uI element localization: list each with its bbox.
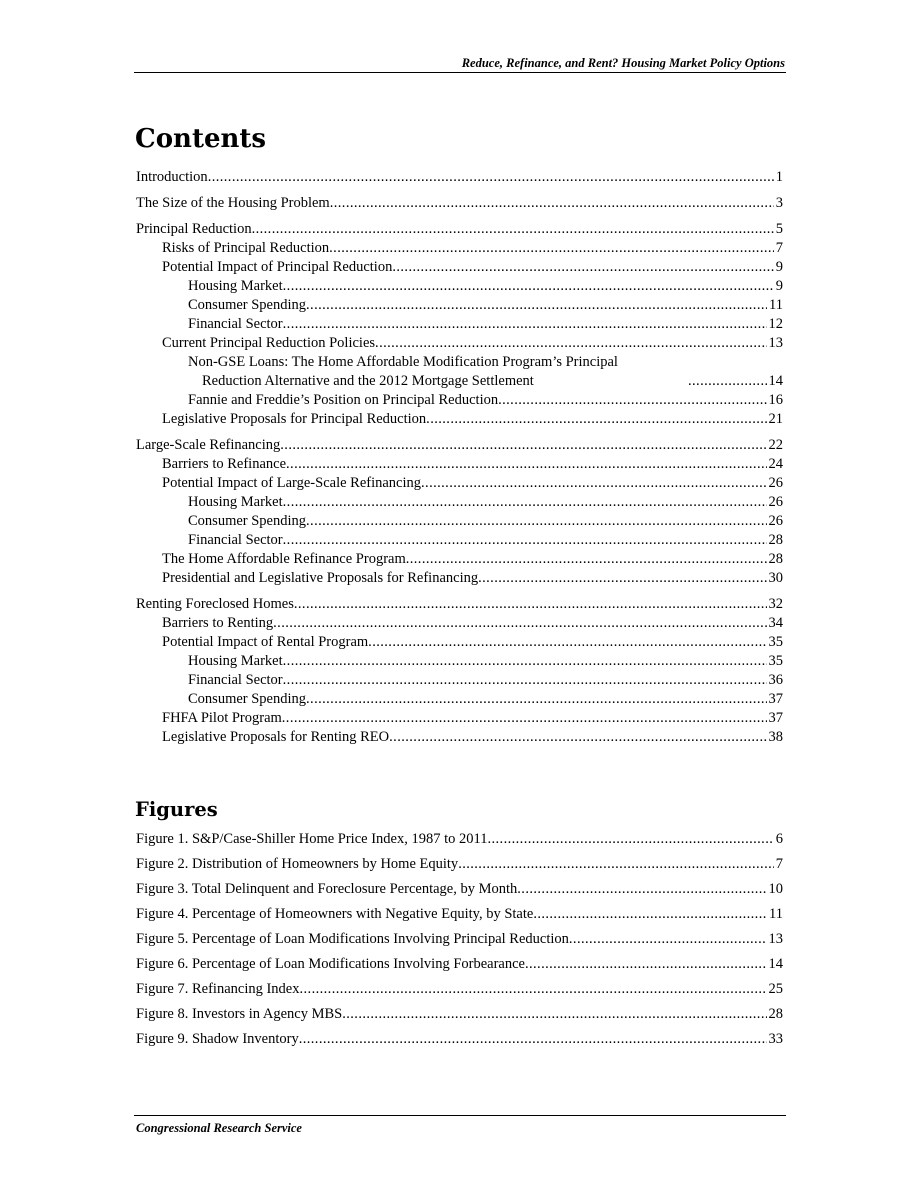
figure-entry[interactable]	[136, 855, 783, 874]
contents-entry[interactable]	[188, 277, 783, 296]
figure-entry[interactable]	[136, 830, 783, 849]
toc-entry-page-number: 21	[768, 411, 783, 427]
header-rule	[134, 72, 786, 73]
toc-entry-label: FHFA Pilot Program	[162, 710, 282, 726]
contents-entry[interactable]	[162, 633, 783, 652]
dot-leader	[478, 569, 766, 588]
toc-entry-label: Figure 7. Refinancing Index	[136, 981, 300, 997]
toc-entry-page-number: 14	[768, 956, 783, 972]
dot-leader	[286, 455, 766, 474]
toc-entry-page-number: 35	[768, 634, 783, 650]
contents-entry[interactable]	[136, 220, 783, 239]
contents-entry[interactable]	[188, 652, 783, 671]
dot-leader	[280, 436, 766, 455]
toc-entry-label: Figure 1. S&P/Case-Shiller Home Price Index, 1987 to 2011	[136, 831, 488, 847]
contents-entry[interactable]	[162, 614, 783, 633]
dot-leader	[300, 980, 767, 999]
dot-leader	[208, 168, 774, 187]
toc-entry-page-number: 37	[768, 691, 783, 707]
footer-rule	[134, 1115, 786, 1116]
dot-leader	[533, 905, 767, 924]
toc-entry-label: Fannie and Freddie’s Position on Principal Reduction	[188, 392, 499, 408]
figure-entry[interactable]	[136, 880, 783, 899]
dot-leader	[368, 633, 766, 652]
toc-entry-page-number: 35	[768, 653, 783, 669]
toc-entry-page-number: 10	[768, 881, 783, 897]
figure-entry[interactable]	[136, 980, 783, 999]
toc-entry-label: Risks of Principal Reduction	[162, 240, 330, 256]
toc-entry-label: Financial Sector	[188, 316, 283, 332]
toc-entry-label: Large-Scale Refinancing	[136, 437, 281, 453]
toc-entry-label: Potential Impact of Rental Program	[162, 634, 369, 650]
dot-leader	[426, 410, 766, 429]
toc-entry-label	[188, 353, 688, 391]
toc-entry-page-number: 9	[775, 259, 783, 275]
toc-entry-label: Barriers to Refinance	[162, 456, 287, 472]
contents-entry[interactable]	[188, 493, 783, 512]
dot-leader	[406, 550, 767, 569]
toc-entry-page-number: 7	[775, 240, 783, 256]
toc-entry-page-number: 38	[768, 729, 783, 745]
toc-entry-page-number: 26	[768, 475, 783, 491]
toc-entry-label: Figure 5. Percentage of Loan Modifications Involving Principal Reduction	[136, 931, 569, 947]
figure-entry[interactable]	[136, 1030, 783, 1049]
contents-heading: Contents	[135, 124, 267, 154]
dot-leader	[252, 220, 774, 239]
contents-entry[interactable]	[188, 531, 783, 550]
contents-entry[interactable]	[162, 550, 783, 569]
dot-leader	[294, 595, 767, 614]
toc-entry-label: Consumer Spending	[188, 691, 307, 707]
toc-entry-label: Barriers to Renting	[162, 615, 274, 631]
toc-entry-page-number: 32	[768, 596, 783, 612]
toc-entry-label: Potential Impact of Principal Reduction	[162, 259, 393, 275]
toc-entry-label: Figure 2. Distribution of Homeowners by Home Equity	[136, 856, 459, 872]
toc-entry-label: Consumer Spending	[188, 513, 307, 529]
toc-entry-label: Principal Reduction	[136, 221, 252, 237]
dot-leader	[283, 652, 767, 671]
dot-leader	[330, 194, 774, 213]
contents-entry[interactable]	[162, 728, 783, 747]
toc-entry-page-number: 11	[769, 297, 783, 313]
toc-entry-page-number: 6	[775, 831, 783, 847]
dot-leader	[517, 880, 766, 899]
contents-entry[interactable]	[162, 334, 783, 353]
toc-entry-label: Housing Market	[188, 278, 283, 294]
figures-list	[136, 830, 783, 1049]
toc-entry-label: Figure 6. Percentage of Loan Modifications Involving Forbearance	[136, 956, 525, 972]
dot-leader	[283, 671, 767, 690]
toc-entry-page-number: 33	[768, 1031, 783, 1047]
dot-leader	[282, 709, 767, 728]
toc-entry-page-number: 28	[768, 551, 783, 567]
dot-leader	[342, 1005, 766, 1024]
contents-entry[interactable]	[188, 296, 783, 315]
contents-entry[interactable]	[136, 436, 783, 455]
toc-entry-page-number: 24	[768, 456, 783, 472]
toc-entry-label: Figure 9. Shadow Inventory	[136, 1031, 299, 1047]
dot-leader	[498, 391, 766, 410]
toc-entry-page-number: 11	[769, 906, 783, 922]
toc-entry-label: The Size of the Housing Problem	[136, 195, 330, 211]
contents-entry[interactable]	[188, 315, 783, 334]
toc-entry-page-number: 12	[768, 316, 783, 332]
dot-leader	[392, 258, 773, 277]
toc-entry-page-number: 26	[768, 494, 783, 510]
contents-entry[interactable]	[162, 455, 783, 474]
toc-entry-page-number: 9	[775, 278, 783, 294]
toc-entry-page-number: 22	[768, 437, 783, 453]
toc-entry-label: Introduction	[136, 169, 208, 185]
dot-leader	[487, 830, 773, 849]
contents-entry[interactable]	[162, 410, 783, 429]
contents-entry[interactable]	[136, 595, 783, 614]
dot-leader	[273, 614, 766, 633]
dot-leader	[375, 334, 766, 353]
toc-entry-page-number: 3	[775, 195, 783, 211]
toc-entry-label: Renting Foreclosed Homes	[136, 596, 294, 612]
toc-entry-page-number: 25	[768, 981, 783, 997]
contents-entry[interactable]	[188, 391, 783, 410]
toc-entry-page-number: 36	[768, 672, 783, 688]
toc-entry-label: Financial Sector	[188, 532, 283, 548]
contents-entry[interactable]	[162, 474, 783, 493]
dot-leader	[389, 728, 766, 747]
toc-entry-label: Legislative Proposals for Renting REO	[162, 729, 390, 745]
toc-entry-page-number: 1	[775, 169, 783, 185]
toc-entry-label: Figure 4. Percentage of Homeowners with Negative Equity, by State	[136, 906, 534, 922]
dot-leader	[306, 690, 766, 709]
contents-entry[interactable]	[162, 709, 783, 728]
toc-entry-page-number: 30	[768, 570, 783, 586]
contents-entry[interactable]	[188, 353, 783, 391]
footer-text: Congressional Research Service	[136, 1121, 302, 1135]
toc-entry-label-continuation: Reduction Alternative and the 2012 Mortgage Settlement	[202, 373, 534, 389]
figures-heading: Figures	[135, 798, 218, 821]
toc-entry-label: The Home Affordable Refinance Program	[162, 551, 406, 567]
dot-leader	[283, 493, 767, 512]
toc-entry-label: Figure 3. Total Delinquent and Foreclosure Percentage, by Month	[136, 881, 518, 897]
figure-entry[interactable]	[136, 955, 783, 974]
contents-entry[interactable]	[188, 690, 783, 709]
contents-list	[136, 168, 783, 747]
contents-entry[interactable]	[136, 194, 783, 213]
contents-entry[interactable]	[136, 168, 783, 187]
toc-entry-page-number: 5	[775, 221, 783, 237]
dot-leader	[306, 512, 766, 531]
toc-entry-label: Financial Sector	[188, 672, 283, 688]
toc-entry-label: Current Principal Reduction Policies	[162, 335, 376, 351]
toc-entry-page-number: 34	[768, 615, 783, 631]
contents-entry[interactable]	[162, 239, 783, 258]
toc-entry-page-number: 13	[768, 335, 783, 351]
toc-entry-label: Housing Market	[188, 494, 283, 510]
contents-entry[interactable]	[188, 512, 783, 531]
dot-leader	[283, 315, 767, 334]
toc-entry-page-number: 13	[768, 931, 783, 947]
toc-entry-label: Legislative Proposals for Principal Reduction	[162, 411, 427, 427]
dot-leader	[688, 372, 767, 391]
toc-entry-page-number: 26	[768, 513, 783, 529]
dot-leader	[329, 239, 774, 258]
dot-leader	[283, 277, 774, 296]
contents-entry[interactable]	[162, 258, 783, 277]
toc-entry-page-number: 37	[768, 710, 783, 726]
dot-leader	[421, 474, 766, 493]
running-header-title: Reduce, Refinance, and Rent? Housing Market Policy Options	[461, 56, 785, 70]
dot-leader	[283, 531, 767, 550]
toc-entry-page-number: 7	[775, 856, 783, 872]
figure-entry[interactable]	[136, 930, 783, 949]
toc-entry-label: Figure 8. Investors in Agency MBS	[136, 1006, 343, 1022]
toc-entry-label: Potential Impact of Large-Scale Refinancing	[162, 475, 422, 491]
toc-entry-page-number: 14	[768, 373, 783, 389]
toc-entry-page-number: 28	[768, 532, 783, 548]
dot-leader	[299, 1030, 767, 1049]
toc-entry-label: Presidential and Legislative Proposals for Refinancing	[162, 570, 479, 586]
dot-leader	[569, 930, 767, 949]
contents-entry[interactable]	[162, 569, 783, 588]
dot-leader	[525, 955, 767, 974]
figure-entry[interactable]	[136, 1005, 783, 1024]
figure-entry[interactable]	[136, 905, 783, 924]
toc-entry-label: Consumer Spending	[188, 297, 307, 313]
toc-entry-label-line: Non-GSE Loans: The Home Affordable Modification Program’s Principal	[188, 354, 618, 370]
toc-entry-page-number: 28	[768, 1006, 783, 1022]
contents-entry[interactable]	[188, 671, 783, 690]
toc-entry-page-number: 16	[768, 392, 783, 408]
dot-leader	[306, 296, 767, 315]
toc-entry-label: Housing Market	[188, 653, 283, 669]
dot-leader	[458, 855, 774, 874]
